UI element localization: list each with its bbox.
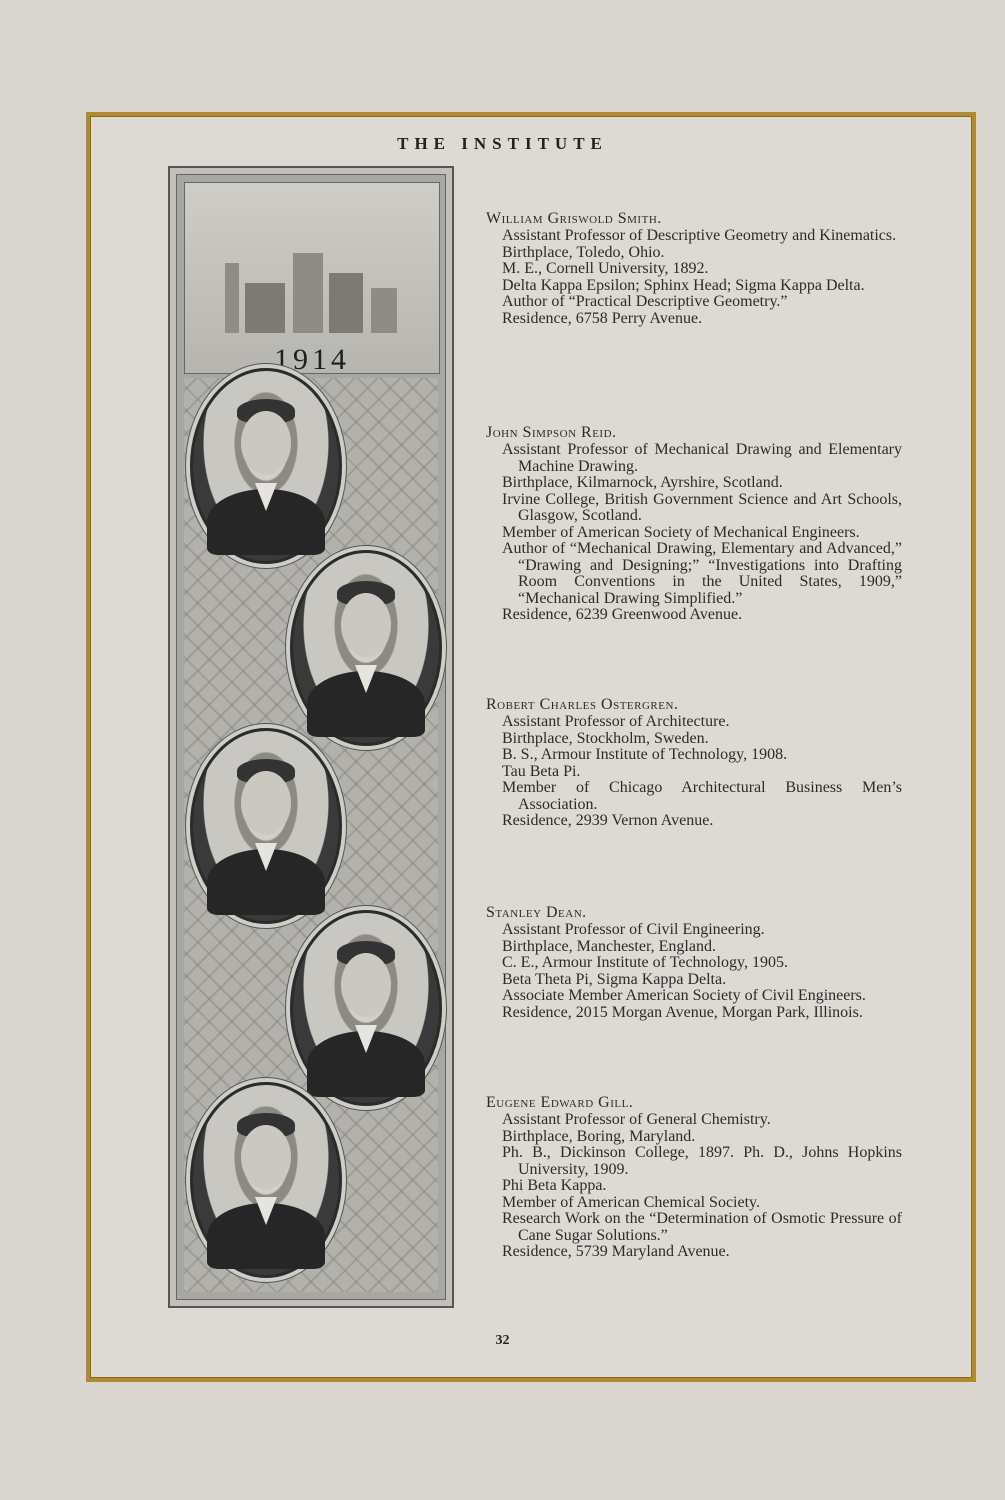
entry-eugene-edward-gill [486, 1094, 902, 1261]
entry-line: Birthplace, Kilmarnock, Ayrshire, Scotland. [502, 474, 783, 491]
entry-line: Assistant Professor of Descriptive Geometry and Kinematics. [502, 227, 897, 244]
entry-line: B. S., Armour Institute of Technology, 1908. [502, 746, 788, 763]
entry-robert-charles-ostergren [486, 696, 902, 830]
entry-line: M. E., Cornell University, 1892. [502, 260, 709, 277]
entry-line: Assistant Professor of Civil Engineering. [502, 921, 765, 938]
entry-john-simpson-reid [486, 424, 902, 624]
panel-header-illustration [184, 182, 440, 374]
entry-name: William Griswold Smith. [486, 210, 662, 227]
portrait-john-simpson-reid [290, 550, 442, 746]
entry-line: Residence, 2939 Vernon Avenue. [502, 812, 714, 829]
entry-line: C. E., Armour Institute of Technology, 1905. [502, 954, 788, 971]
entry-line: Residence, 2015 Morgan Avenue, Morgan Park, Illinois. [502, 1003, 863, 1021]
entry-line: Member of American Chemical Society. [502, 1193, 760, 1211]
portrait-stanley-dean [290, 910, 442, 1106]
portrait-panel [168, 166, 454, 1308]
entry-line: Birthplace, Boring, Maryland. [502, 1127, 696, 1145]
entry-name: Stanley Dean. [486, 904, 587, 921]
building-illustration [215, 243, 405, 333]
entry-line: Author of “Mechanical Drawing, Elementary and Advanced,” “Drawing and Designing;” “Investigations into Drafting Room Conventions in the United States, 1909,” “Mechanical Drawing Simplified.” [502, 540, 902, 607]
portrait-robert-charles-ostergren [190, 728, 342, 924]
running-head: THE INSTITUTE [397, 134, 608, 153]
entry-line: Residence, 6239 Greenwood Avenue. [502, 606, 743, 623]
entry-line: Birthplace, Manchester, England. [502, 937, 716, 955]
entry-line: Tau Beta Pi. [502, 762, 581, 780]
entry-line: Author of “Practical Descriptive Geometry.” [502, 293, 788, 310]
entry-name: Robert Charles Ostergren. [486, 696, 679, 713]
entry-name: John Simpson Reid. [486, 424, 617, 441]
portrait-eugene-edward-gill [190, 1082, 342, 1278]
page-number: 32 [495, 1333, 510, 1348]
entry-line: Residence, 5739 Maryland Avenue. [502, 1243, 730, 1260]
entry-line: Research Work on the “Determination of Osmotic Pressure of Cane Sugar Solutions.” [502, 1210, 902, 1244]
entry-william-griswold-smith [486, 210, 902, 327]
entry-line: Beta Theta Pi, Sigma Kappa Delta. [502, 970, 727, 988]
entry-line: Delta Kappa Epsilon; Sphinx Head; Sigma Kappa Delta. [502, 276, 865, 294]
entry-line: Phi Beta Kappa. [502, 1177, 607, 1194]
entry-line: Irvine College, British Government Science and Art Schools, Glasgow, Scotland. [502, 490, 902, 524]
entry-line: Birthplace, Toledo, Ohio. [502, 243, 665, 261]
entry-line: Assistant Professor of Mechanical Drawing and Elementary Machine Drawing. [502, 441, 902, 475]
entry-stanley-dean [486, 904, 902, 1021]
entry-line: Residence, 6758 Perry Avenue. [502, 309, 703, 327]
entry-line: Associate Member American Society of Civil Engineers. [502, 987, 866, 1004]
portrait-william-griswold-smith [190, 368, 342, 564]
entry-name: Eugene Edward Gill. [486, 1094, 634, 1111]
entry-line: Member of Chicago Architectural Business Men’s Association. [502, 779, 902, 813]
entry-line: Birthplace, Stockholm, Sweden. [502, 729, 709, 747]
entry-line: Member of American Society of Mechanical Engineers. [502, 523, 860, 541]
entry-line: Assistant Professor of Architecture. [502, 713, 730, 730]
entry-line: Assistant Professor of General Chemistry. [502, 1111, 771, 1128]
entry-line: Ph. B., Dickinson College, 1897. Ph. D., Johns Hopkins University, 1909. [502, 1144, 902, 1178]
panel-year: 1914 [274, 343, 350, 376]
